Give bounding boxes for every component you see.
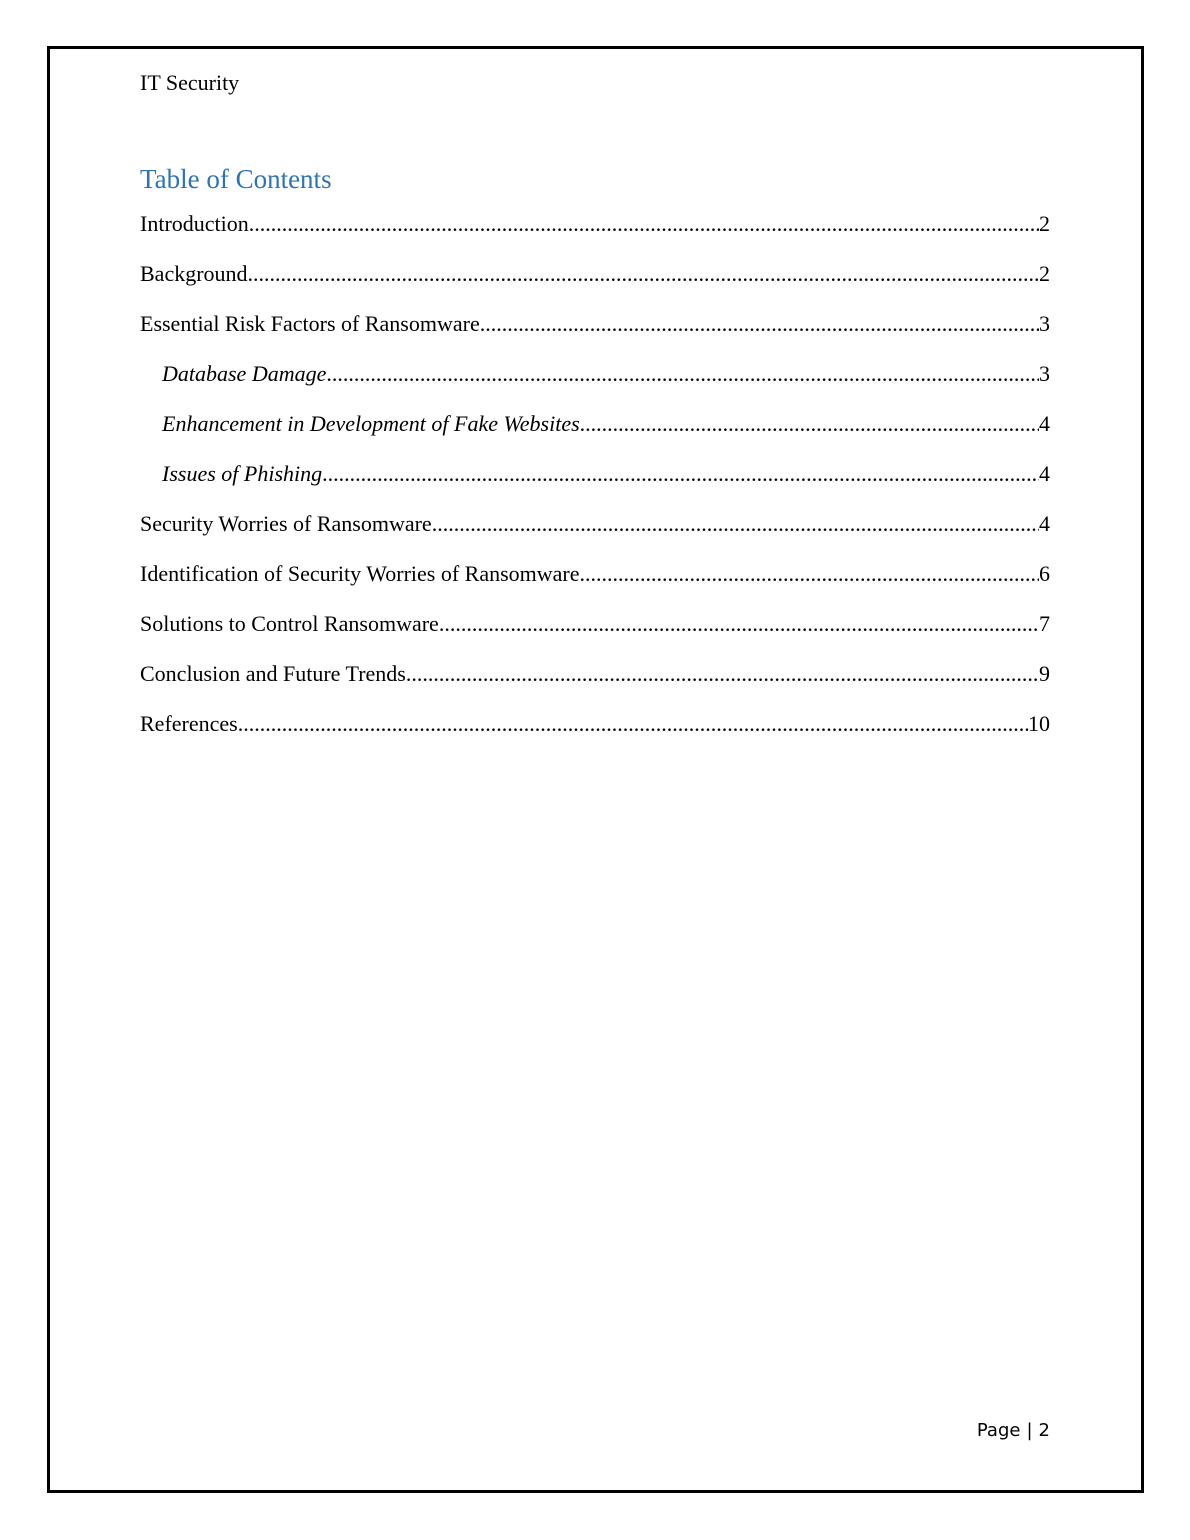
toc-entry-label: Background — [140, 261, 248, 286]
toc-title: Table of Contents — [140, 164, 332, 194]
toc-page-number: 2 — [1039, 261, 1050, 286]
toc-dot-leader — [439, 610, 1039, 638]
toc-entry-label: Security Worries of Ransomware — [140, 511, 432, 536]
toc-page-number: 10 — [1028, 711, 1050, 736]
toc-page-number: 2 — [1039, 211, 1050, 236]
toc-entry-label: Solutions to Control Ransomware — [140, 611, 439, 636]
toc-entry-solutions[interactable] — [140, 610, 1050, 660]
toc-entry-label: Introduction — [140, 211, 249, 236]
toc-entry-identification[interactable] — [140, 560, 1050, 610]
toc-entry-label: Enhancement in Development of Fake Websites — [162, 411, 580, 436]
footer-separator: | — [1026, 1420, 1033, 1441]
toc-entry-phishing[interactable] — [140, 460, 1050, 510]
toc-dot-leader — [432, 510, 1039, 538]
toc-dot-leader — [580, 560, 1039, 588]
toc-entry-security-worries[interactable] — [140, 510, 1050, 560]
toc-entry-label: References — [140, 711, 238, 736]
toc-entry-fake-websites[interactable] — [140, 410, 1050, 460]
toc-dot-leader — [238, 710, 1028, 738]
toc-entry-introduction[interactable] — [140, 210, 1050, 260]
toc-page-number: 6 — [1039, 561, 1050, 586]
toc-entry-conclusion[interactable] — [140, 660, 1050, 710]
toc-page-number: 4 — [1039, 511, 1050, 536]
footer-page-number: 2 — [1038, 1420, 1050, 1441]
footer-page-label: Page — [976, 1420, 1021, 1441]
toc-dot-leader — [406, 660, 1039, 688]
toc-entry-label: Identification of Security Worries of Ransomware — [140, 561, 580, 586]
toc-dot-leader — [326, 360, 1039, 388]
toc-page-number: 4 — [1039, 411, 1050, 436]
toc-entry-label: Issues of Phishing — [162, 461, 323, 486]
running-header: IT Security — [140, 70, 240, 95]
toc-page-number: 9 — [1039, 661, 1050, 686]
toc-page-number: 7 — [1039, 611, 1050, 636]
toc-dot-leader — [322, 460, 1039, 488]
toc-entry-label: Conclusion and Future Trends — [140, 661, 406, 686]
toc-page-number: 4 — [1039, 461, 1050, 486]
toc-entry-references[interactable] — [140, 710, 1050, 760]
toc-entry-label: Essential Risk Factors of Ransomware — [140, 311, 480, 336]
toc-entry-essential-risk-factors[interactable] — [140, 310, 1050, 360]
toc-entry-label: Database Damage — [162, 361, 327, 386]
toc-dot-leader — [580, 410, 1039, 438]
toc-entry-background[interactable] — [140, 260, 1050, 310]
toc-entry-database-damage[interactable] — [140, 360, 1050, 410]
toc-page-number: 3 — [1039, 311, 1050, 336]
table-of-contents — [140, 210, 1050, 760]
toc-dot-leader — [249, 210, 1039, 238]
page-footer — [977, 1418, 1050, 1444]
toc-page-number: 3 — [1039, 361, 1050, 386]
toc-dot-leader — [248, 260, 1039, 288]
toc-dot-leader — [480, 310, 1039, 338]
